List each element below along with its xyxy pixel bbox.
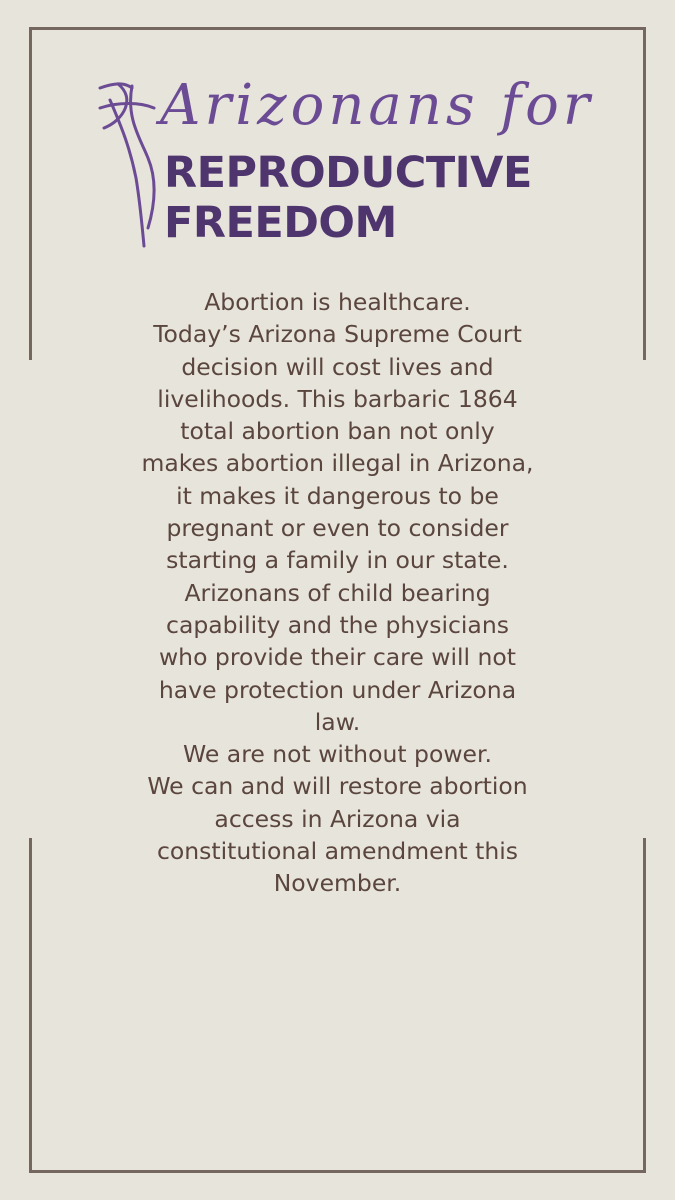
statement-text — [60, 286, 615, 900]
statement-line: We are not without power. — [183, 740, 492, 769]
statement-line: starting a family in our state. — [166, 546, 509, 575]
logo-title-line1: REPRODUCTIVE — [164, 148, 532, 198]
logo-title-line2: FREEDOM — [164, 198, 397, 248]
statement-line: Arizonans of child bearing — [184, 578, 491, 607]
statement-line: Today’s Arizona Supreme Court — [153, 320, 522, 349]
frame-left-lower — [29, 838, 32, 1173]
statement-line: Abortion is healthcare. — [204, 288, 471, 316]
statement-line: access in Arizona via — [214, 804, 461, 833]
statement-line: decision will cost lives and — [181, 352, 494, 381]
statement-line: We can and will restore abortion — [147, 772, 528, 801]
statement-line: it makes it dangerous to be — [176, 481, 499, 510]
frame-bottom — [29, 1170, 646, 1173]
statement-line: total abortion ban not only — [180, 417, 495, 446]
frame-right-upper — [643, 27, 646, 360]
statement-line: have protection under Arizona — [158, 675, 517, 704]
statement-line: who provide their care will not — [158, 643, 517, 672]
statement-line: constitutional amendment this — [156, 837, 519, 866]
statement-line: livelihoods. This barbaric 1864 — [157, 384, 518, 413]
logo — [96, 73, 594, 250]
statement-line: makes abortion illegal in Arizona, — [141, 449, 534, 478]
statement-line: law. — [314, 707, 361, 736]
statement-line: pregnant or even to consider — [166, 514, 509, 543]
statement-line: November. — [273, 869, 402, 898]
logo-script-text: Arizonans for — [160, 73, 594, 138]
statement-line: capability and the physicians — [166, 610, 509, 639]
frame-left-upper — [29, 27, 32, 360]
frame-right-lower — [643, 838, 646, 1173]
frame-top — [29, 27, 646, 30]
